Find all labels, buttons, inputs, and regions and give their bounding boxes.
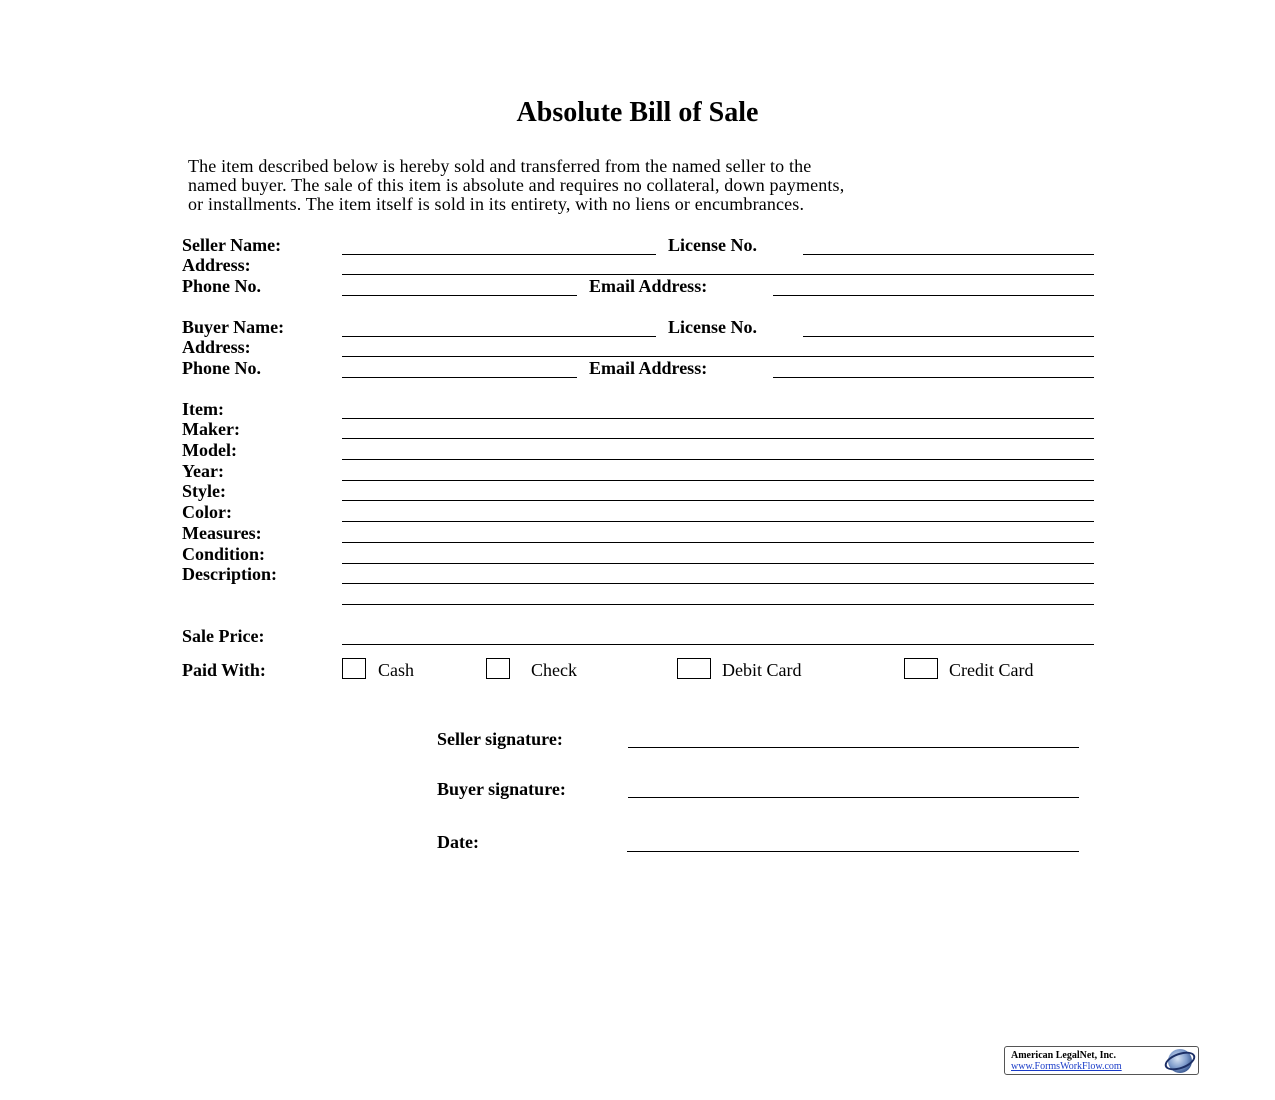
- description-label: Description:: [182, 564, 277, 584]
- check-option-label: Check: [531, 660, 577, 680]
- seller-name-field[interactable]: [342, 254, 656, 255]
- seller-email-field[interactable]: [773, 295, 1094, 296]
- cash-checkbox[interactable]: [342, 658, 366, 679]
- credit-card-option-label: Credit Card: [949, 660, 1034, 680]
- buyer-email-field[interactable]: [773, 377, 1094, 378]
- intro-line: The item described below is hereby sold and transferred from the named seller to the: [188, 156, 812, 176]
- maker-field[interactable]: [342, 438, 1094, 439]
- buyer-address-field[interactable]: [342, 356, 1094, 357]
- model-field[interactable]: [342, 459, 1094, 460]
- seller-address-field[interactable]: [342, 274, 1094, 275]
- seller-license-field[interactable]: [803, 254, 1094, 255]
- credit-card-checkbox[interactable]: [904, 658, 938, 679]
- seller-address-label: Address:: [182, 255, 251, 275]
- style-field[interactable]: [342, 500, 1094, 501]
- check-checkbox[interactable]: [486, 658, 510, 679]
- description-field-line-2[interactable]: [342, 604, 1094, 605]
- buyer-address-label: Address:: [182, 337, 251, 357]
- intro-line: named buyer. The sale of this item is absolute and requires no collateral, down payments,: [188, 175, 845, 195]
- debit-card-option-label: Debit Card: [722, 660, 802, 680]
- condition-label: Condition:: [182, 544, 266, 564]
- company-url-link[interactable]: www.FormsWorkFlow.com: [1011, 1061, 1122, 1072]
- company-name: American LegalNet, Inc.: [1011, 1050, 1116, 1061]
- company-logo[interactable]: [1004, 1046, 1199, 1075]
- sale-price-field[interactable]: [342, 644, 1094, 645]
- item-field[interactable]: [342, 418, 1094, 419]
- seller-name-label: Seller Name:: [182, 235, 282, 255]
- year-label: Year:: [182, 461, 224, 481]
- buyer-license-field[interactable]: [803, 336, 1094, 337]
- intro-paragraph: [188, 157, 1108, 214]
- buyer-license-label: License No.: [668, 317, 757, 337]
- date-field[interactable]: [627, 851, 1079, 852]
- sale-price-label: Sale Price:: [182, 626, 265, 646]
- color-label: Color:: [182, 502, 232, 522]
- buyer-phone-field[interactable]: [342, 377, 577, 378]
- year-field[interactable]: [342, 480, 1094, 481]
- buyer-name-field[interactable]: [342, 336, 656, 337]
- item-label: Item:: [182, 399, 224, 419]
- seller-email-label: Email Address:: [589, 276, 708, 296]
- color-field[interactable]: [342, 521, 1094, 522]
- buyer-signature-label: Buyer signature:: [437, 779, 566, 799]
- seller-license-label: License No.: [668, 235, 757, 255]
- seller-phone-label: Phone No.: [182, 276, 262, 296]
- intro-line: or installments. The item itself is sold in its entirety, with no liens or encumbrances.: [188, 194, 805, 214]
- model-label: Model:: [182, 440, 237, 460]
- buyer-email-label: Email Address:: [589, 358, 708, 378]
- buyer-name-label: Buyer Name:: [182, 317, 285, 337]
- document-title: Absolute Bill of Sale: [516, 97, 759, 128]
- debit-card-checkbox[interactable]: [677, 658, 711, 679]
- date-label: Date:: [437, 832, 479, 852]
- measures-field[interactable]: [342, 542, 1094, 543]
- cash-option-label: Cash: [378, 660, 414, 680]
- paid-with-label: Paid With:: [182, 660, 266, 680]
- description-field[interactable]: [342, 583, 1094, 584]
- buyer-signature-field[interactable]: [628, 797, 1079, 798]
- seller-signature-field[interactable]: [628, 747, 1079, 748]
- style-label: Style:: [182, 481, 226, 501]
- seller-phone-field[interactable]: [342, 295, 577, 296]
- maker-label: Maker:: [182, 419, 240, 439]
- buyer-phone-label: Phone No.: [182, 358, 262, 378]
- seller-signature-label: Seller signature:: [437, 729, 563, 749]
- measures-label: Measures:: [182, 523, 262, 543]
- condition-field[interactable]: [342, 563, 1094, 564]
